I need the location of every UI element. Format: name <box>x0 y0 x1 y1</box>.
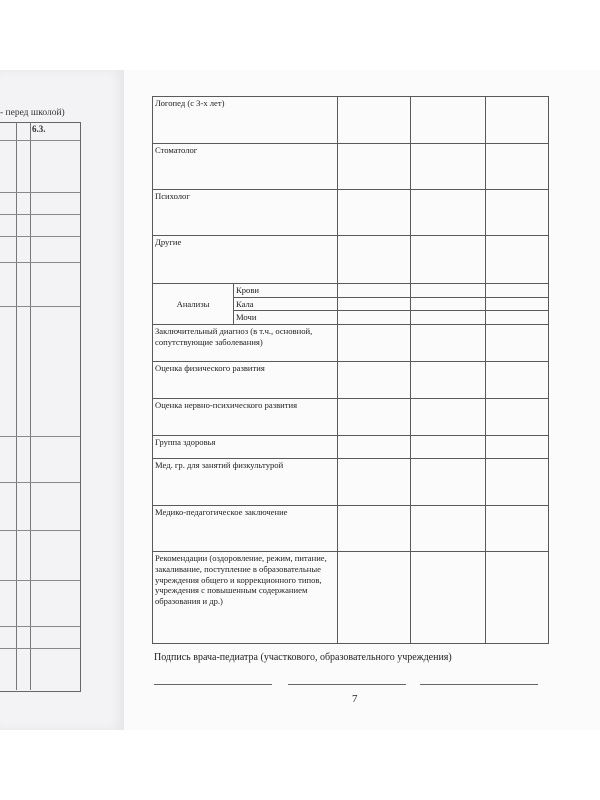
exam-cell <box>411 297 486 311</box>
row-label-medical-pedagogical: Медико-педагогическое заключение <box>153 506 338 552</box>
table-row <box>153 506 549 552</box>
left-table-rule <box>0 580 80 581</box>
exam-cell <box>486 284 549 298</box>
row-label-physical-development: Оценка физического развития <box>153 362 338 399</box>
table-row <box>153 459 549 506</box>
exam-cell <box>486 190 549 236</box>
row-label-urine: Мочи <box>234 311 338 325</box>
exam-cell <box>411 325 486 362</box>
exam-cell <box>338 190 411 236</box>
exam-cell <box>338 459 411 506</box>
exam-cell <box>338 399 411 436</box>
exam-cell <box>338 311 411 325</box>
table-row <box>153 144 549 190</box>
table-row <box>153 236 549 284</box>
exam-cell <box>411 236 486 284</box>
exam-cell <box>411 97 486 144</box>
row-label-recommendations: Рекомендации (оздоровление, режим, питание, закаливание, поступление в образовательные учреждения общего и коррекционного типов, учреждения с повышенным содержанием образования и др.) <box>153 552 338 644</box>
signature-blank <box>420 684 538 685</box>
exam-cell <box>486 311 549 325</box>
row-label-analyses: Анализы <box>153 284 234 325</box>
exam-cell <box>411 284 486 298</box>
exam-cell <box>338 236 411 284</box>
left-table-divider <box>30 122 31 690</box>
row-label-health-group: Группа здоровья <box>153 436 338 459</box>
exam-cell <box>486 144 549 190</box>
row-label-stool: Кала <box>234 297 338 311</box>
signature-blank <box>154 684 272 685</box>
table-row <box>153 325 549 362</box>
table-row <box>153 552 549 644</box>
exam-cell <box>486 399 549 436</box>
page-number: 7 <box>352 693 358 705</box>
exam-cell <box>486 325 549 362</box>
left-column-label: 6.3. <box>32 124 46 134</box>
table-row <box>153 97 549 144</box>
exam-cell <box>338 297 411 311</box>
table-row <box>153 362 549 399</box>
table-row <box>153 190 549 236</box>
exam-cell <box>411 506 486 552</box>
exam-cell <box>486 236 549 284</box>
left-table-divider <box>16 122 17 690</box>
exam-cell <box>338 284 411 298</box>
left-table-rule <box>0 530 80 531</box>
row-label-speech-therapist: Логопед (с 3-х лет) <box>153 97 338 144</box>
row-label-final-diagnosis: Заключительный диагноз (в т.ч., основной, сопутствующие заболевания) <box>153 325 338 362</box>
row-label-psychologist: Психолог <box>153 190 338 236</box>
left-table-rule <box>0 140 80 141</box>
table-row <box>153 399 549 436</box>
row-label-blood: Крови <box>234 284 338 298</box>
exam-cell <box>411 552 486 644</box>
table-row <box>153 284 549 298</box>
exam-cell <box>411 311 486 325</box>
table-row <box>153 436 549 459</box>
left-table-rule <box>0 306 80 307</box>
exam-cell <box>486 506 549 552</box>
exam-cell <box>338 97 411 144</box>
medical-exam-table <box>152 96 549 644</box>
exam-cell <box>486 552 549 644</box>
left-table-rule <box>0 192 80 193</box>
left-table-rule <box>0 648 80 649</box>
exam-cell <box>486 362 549 399</box>
left-table-rule <box>0 236 80 237</box>
exam-cell <box>411 362 486 399</box>
exam-cell <box>411 144 486 190</box>
exam-cell <box>338 506 411 552</box>
exam-cell <box>411 436 486 459</box>
exam-cell <box>338 552 411 644</box>
row-label-pe-group: Мед. гр. для занятий физкультурой <box>153 459 338 506</box>
signature-label: Подпись врача-педиатра (участкового, образовательного учреждения) <box>154 652 452 663</box>
row-label-others: Другие <box>153 236 338 284</box>
exam-cell <box>486 459 549 506</box>
exam-cell <box>411 399 486 436</box>
row-label-neuropsychic-development: Оценка нервно-психического развития <box>153 399 338 436</box>
exam-cell <box>486 297 549 311</box>
left-table-rule <box>0 482 80 483</box>
exam-cell <box>338 362 411 399</box>
left-table-rule <box>0 262 80 263</box>
exam-cell <box>486 436 549 459</box>
exam-cell <box>338 436 411 459</box>
exam-cell <box>338 325 411 362</box>
left-table-rule <box>0 626 80 627</box>
left-table-rule <box>0 214 80 215</box>
signature-blank <box>288 684 406 685</box>
exam-cell <box>411 190 486 236</box>
left-table-rule <box>0 436 80 437</box>
exam-cell <box>338 144 411 190</box>
row-label-dentist: Стоматолог <box>153 144 338 190</box>
left-page-header: - перед школой) <box>0 108 65 118</box>
left-page-table <box>0 122 81 692</box>
exam-cell <box>411 459 486 506</box>
exam-cell <box>486 97 549 144</box>
